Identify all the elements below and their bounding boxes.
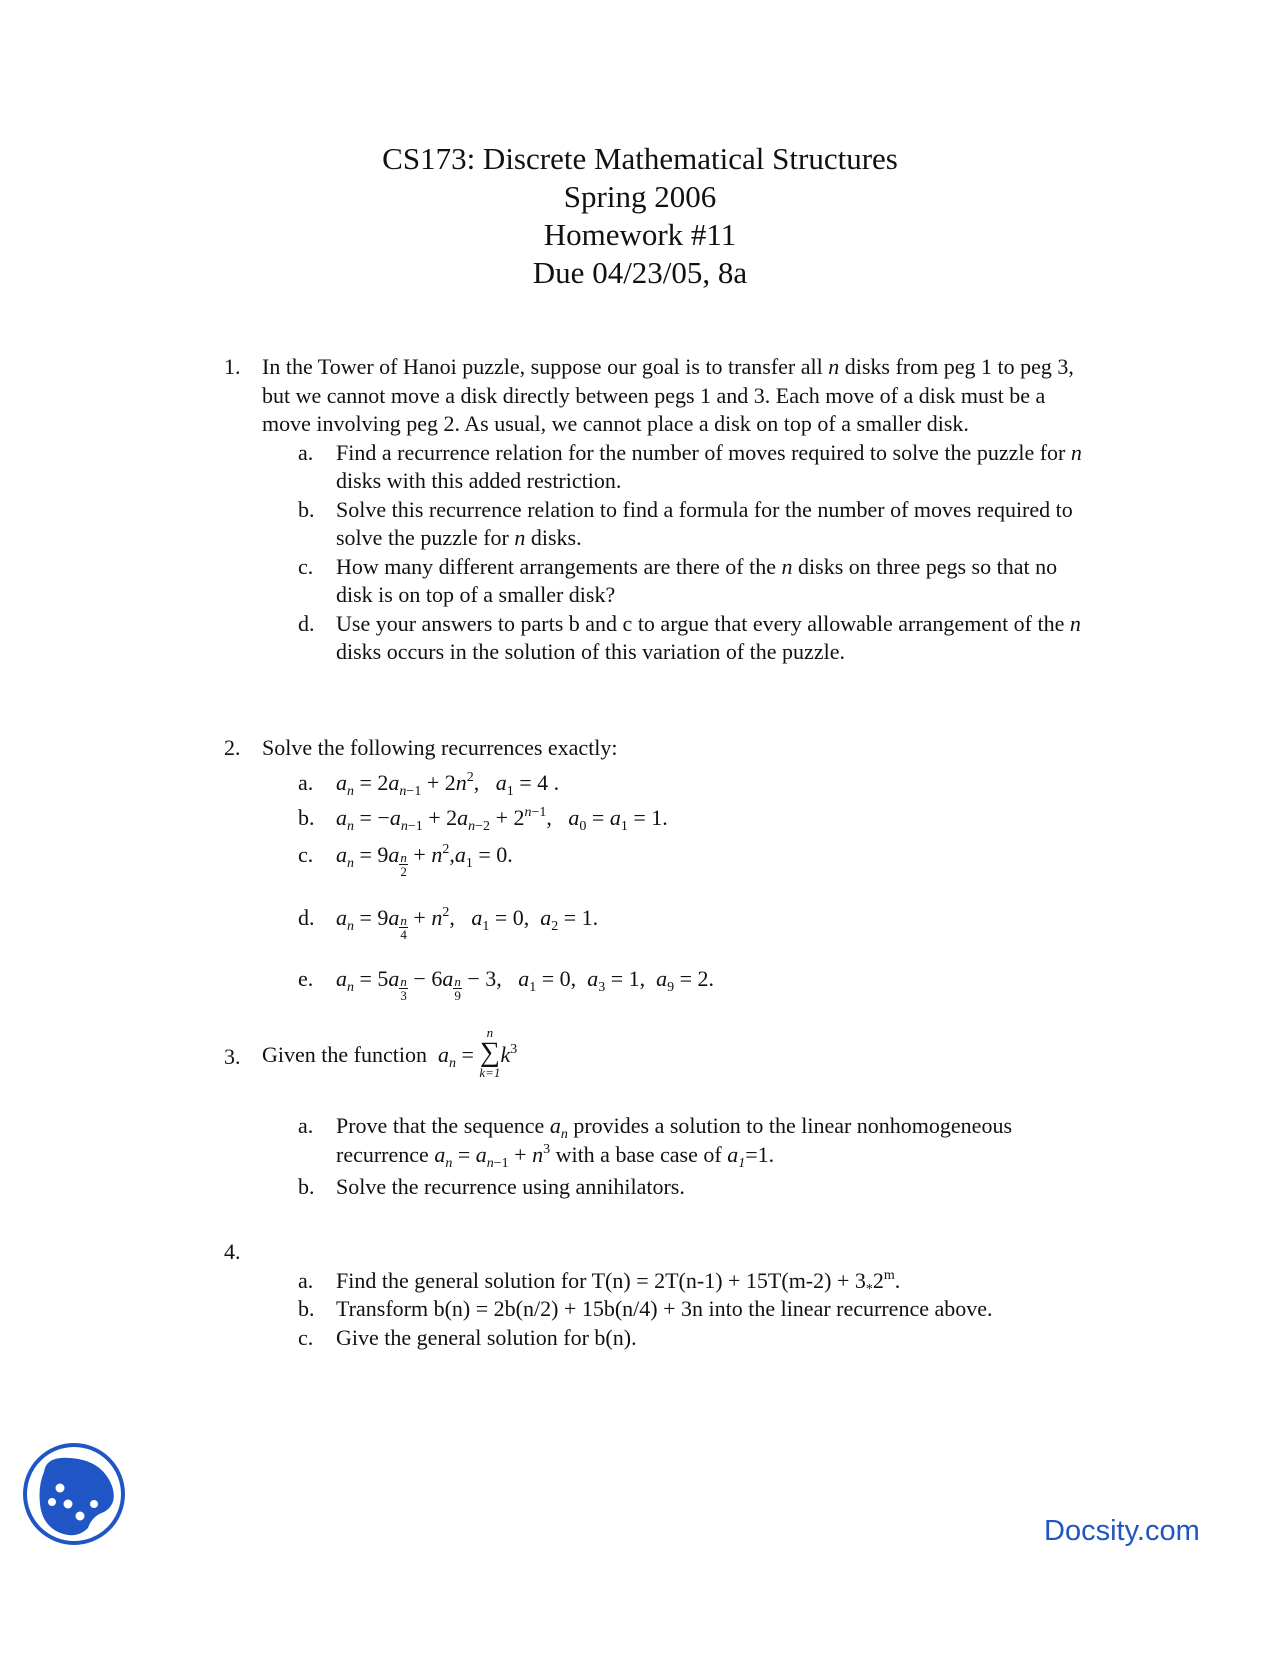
docsity-brand-link[interactable]: Docsity.com [1044, 1515, 1200, 1547]
subquestion-a: a. Find a recurrence relation for the number of moves required to solve the puzzle for n disks with this added restriction. [298, 439, 1082, 493]
summation: n ∑ k=1 [479, 1025, 501, 1080]
question-number: 2. [224, 735, 241, 760]
question-text: Solve the following recurrences exactly: [262, 735, 618, 760]
question-text [262, 1238, 1084, 1267]
subquestion-c: c. How many different arrangements are there of the n disks on three pegs so that no disk is on top of a smaller disk? [298, 553, 1058, 607]
due-date: Due 04/23/05, 8a [532, 255, 748, 290]
subquestion-d: d. Use your answers to parts b and c to argue that every allowable arrangement of the n disks occurs in the solution of this variation of the puzzle. [298, 610, 1081, 664]
question-4 [224, 1238, 1084, 1352]
question-text: In the Tower of Hanoi puzzle, suppose our goal is to transfer all n disks from peg 1 to peg 3, but we cannot move a disk directly between pegs 1 and 3. Each move of a disk must be a move involving peg 2. As usual, we cannot place a disk on top of a smaller disk. [262, 354, 1074, 436]
subquestion-b: b. Transform b(n) = 2b(n/2) + 15b(n/4) + 3n into the linear recurrence above. [298, 1296, 993, 1321]
recurrence-d: d. $a_n = 9a$ $\frac{n}{4}$ + $n^2$, $a_1 = 0$, $a_2 = 1$. [298, 904, 599, 942]
subquestion-a: a. Find the general solution for $T(n) = 2T(n-1) + 15T(m-2) + 3_*2^m$. [298, 1267, 901, 1297]
recurrence-a: a. $a_n = 2a_{n-1} + 2n^2$, $a_1 = 4$ . [298, 769, 560, 799]
question-number: 4. [224, 1239, 241, 1264]
term: Spring 2006 [563, 179, 717, 214]
recurrence-e: e. $a_n = 5a$ $\frac{n}{3}$ − 6a $\frac{n}{9}$ − 3, $a_1 = 0$, $a_3 = 1$, $a_9 = 2$. [298, 965, 715, 1003]
course-title: CS173: Discrete Mathematical Structures [382, 141, 898, 176]
question-text: Given the function $a_n$ = n ∑ k=1 $k^3$ [262, 1025, 518, 1080]
question-3 [224, 1025, 1084, 1202]
docsity-logo-icon [22, 1442, 126, 1546]
subquestion-c: c. Give the general solution for b(n). [298, 1324, 637, 1350]
document-header [0, 140, 1280, 292]
recurrence-b: b. $a_n = -a_{n-1} + 2a_{n-2} + 2^{n-1}$, $a_0 = a_1 = 1$. [298, 805, 668, 834]
subquestion-b: b. Solve this recurrence relation to find a formula for the number of moves required to solve the puzzle for n disks. [298, 496, 1073, 550]
subquestion-a: a. Prove that the sequence $a_n$ provides a solution to the linear nonhomogeneous recurrence $a_n = a_{n-1} + n^3$ with a base case of $a_1=1$. [298, 1113, 1013, 1171]
subquestion-b: b. Solve the recurrence using annihilators. [298, 1174, 685, 1199]
recurrence-c: c. $a_n = 9a$ $\frac{n}{2}$ + $n^2,a_1 = 0$. [298, 841, 513, 879]
question-1 [224, 353, 1084, 667]
question-2 [224, 734, 1084, 1002]
homework-number: Homework #11 [543, 217, 737, 252]
question-number: 1. [224, 354, 241, 379]
question-number: 3. [224, 1044, 241, 1069]
